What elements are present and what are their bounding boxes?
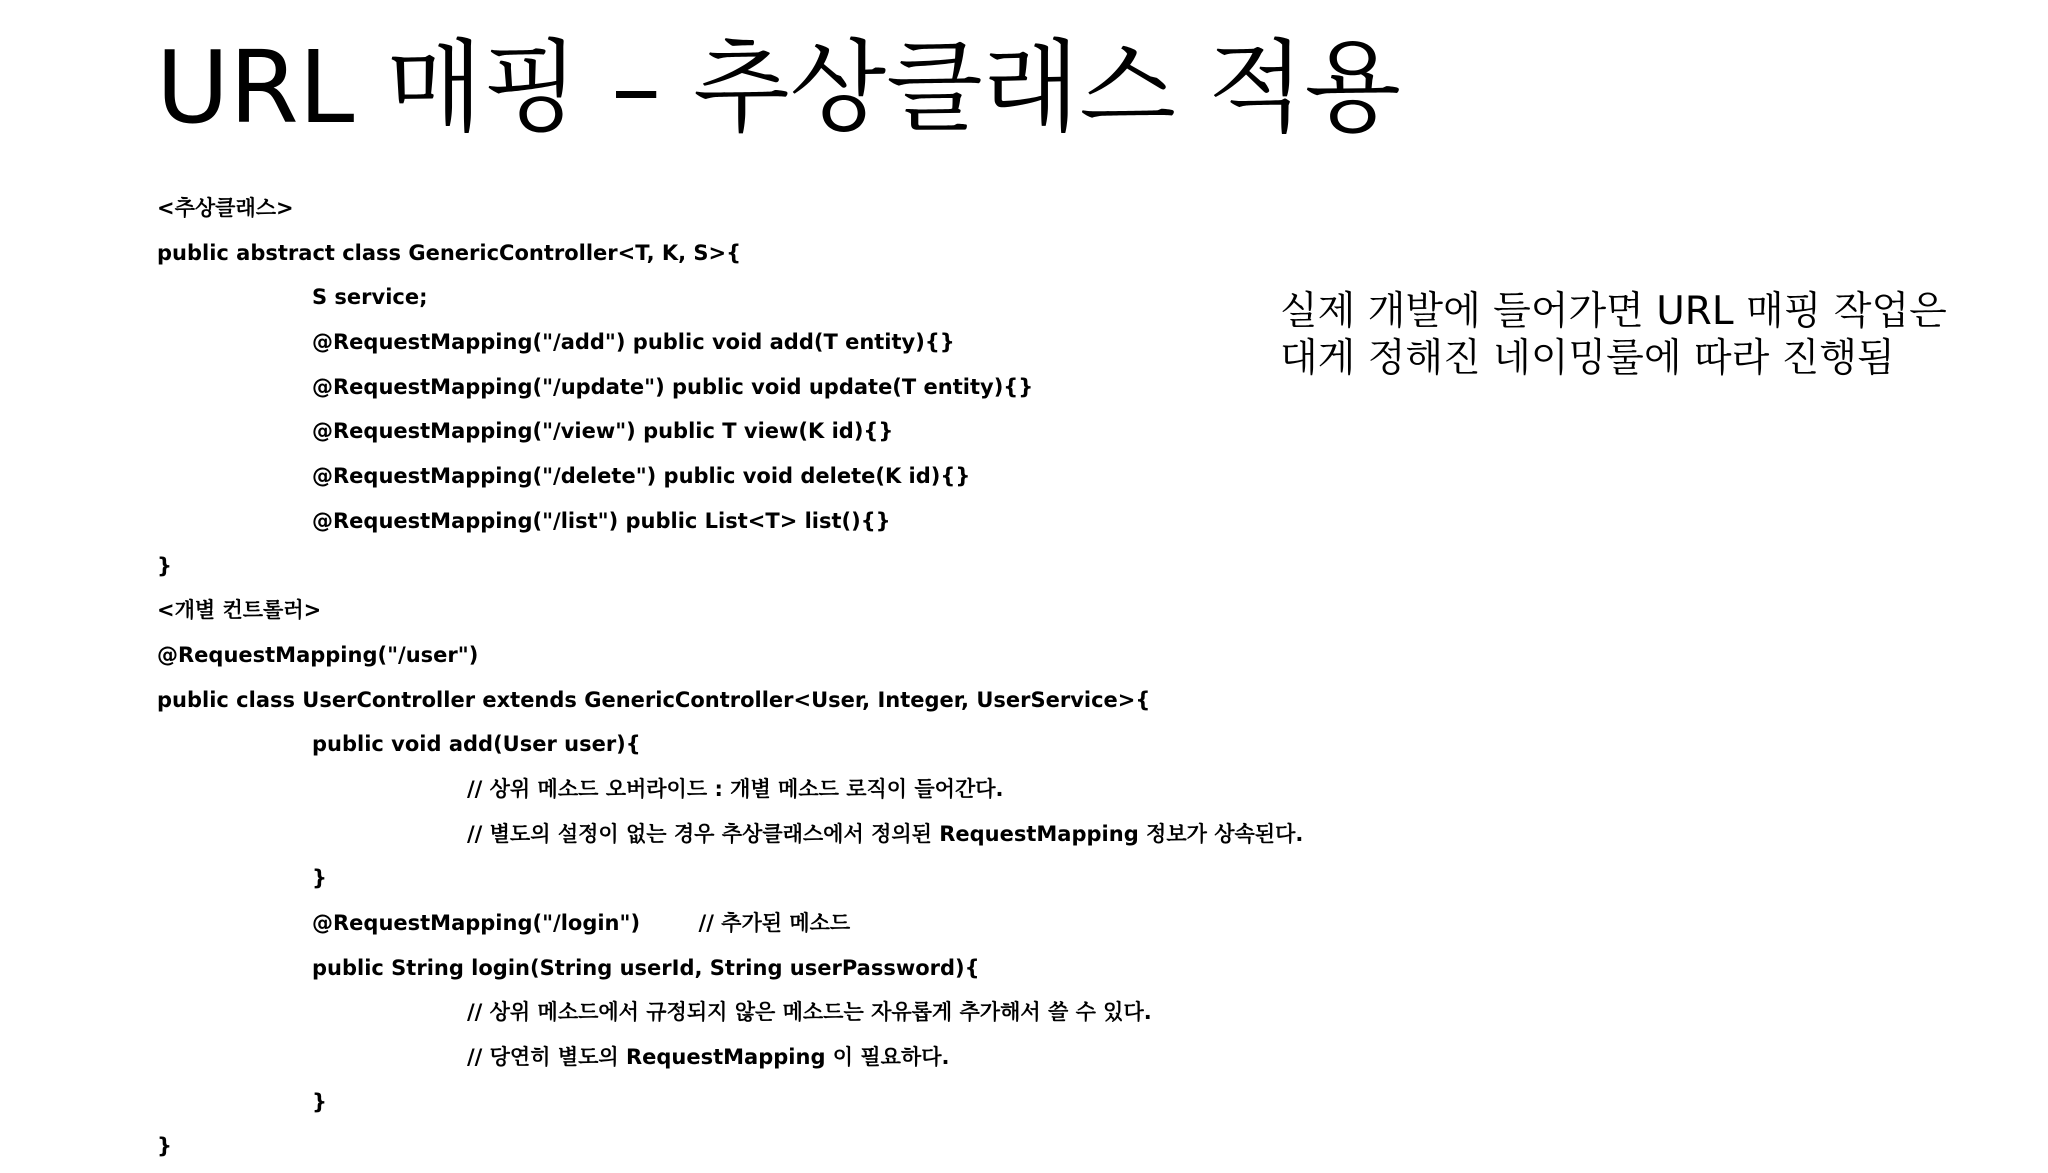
code-line-comment: // 당연히 별도의 RequestMapping 이 필요하다. — [467, 1045, 950, 1070]
code-line-abstract-label: <추상클래스> — [157, 196, 294, 220]
code-line-class-declaration: public abstract class GenericController<T, K, S>{ — [157, 240, 742, 265]
code-line-list-mapping: @RequestMapping("/list") public List<T> list(){} — [312, 508, 891, 533]
code-block — [157, 190, 1303, 1173]
code-line-close-brace: } — [157, 1134, 172, 1159]
code-line-login-method: public String login(String userId, String userPassword){ — [312, 955, 980, 980]
code-line-comment: // 상위 메소드에서 규정되지 않은 메소드는 자유롭게 추가해서 쓸 수 있다. — [467, 1000, 1152, 1025]
code-line-controller-label: <개별 컨트롤러> — [157, 598, 322, 623]
slide-title: URL 매핑 – 추상클래스 적용 — [156, 29, 1401, 146]
code-line-user-controller-declaration: public class UserController extends GenericController<User, Integer, UserService>{ — [157, 687, 1151, 712]
code-line-add-method: public void add(User user){ — [312, 732, 641, 757]
code-line-close-brace: } — [157, 553, 172, 578]
code-line-update-mapping: @RequestMapping("/update") public void update(T entity){} — [312, 374, 1034, 399]
side-note — [1280, 288, 1947, 382]
code-line-delete-mapping: @RequestMapping("/delete") public void delete(K id){} — [312, 464, 971, 489]
code-line-user-mapping: @RequestMapping("/user") — [157, 642, 479, 667]
side-note-line: 실제 개발에 들어가면 URL 매핑 작업은 — [1280, 289, 1947, 334]
code-line-login-mapping: @RequestMapping("/login") // 추가된 메소드 — [312, 911, 851, 935]
side-note-line: 대게 정해진 네이밍룰에 따라 진행됨 — [1280, 336, 1895, 381]
code-line-service-field: S service; — [312, 285, 428, 310]
code-line-comment: // 별도의 설정이 없는 경우 추상클래스에서 정의된 RequestMapping 정보가 상속된다. — [467, 821, 1304, 846]
code-line-add-mapping: @RequestMapping("/add") public void add(T entity){} — [312, 330, 955, 355]
code-line-view-mapping: @RequestMapping("/view") public T view(K id){} — [312, 419, 894, 444]
code-line-comment: // 상위 메소드 오버라이드 : 개별 메소드 로직이 들어간다. — [467, 776, 1004, 801]
code-line-close-brace: } — [312, 866, 327, 891]
code-line-close-brace: } — [312, 1089, 327, 1114]
